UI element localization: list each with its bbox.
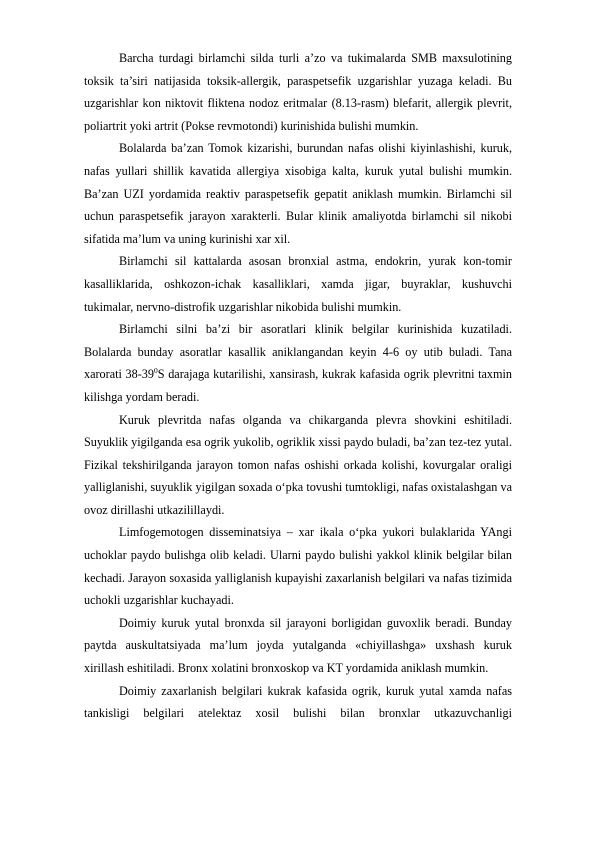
- paragraph-1: Barcha turdagi birlamchi silda turli a’zo va tukimalarda SMB maxsulotining toksik ta’siri natijasida toksik-allergik, paraspetsefik uzgarishlar yuzaga keladi. Bu uzgarishlar kon niktovit fliktena nodoz eritmalar (8.13-rasm) blefarit, allergik plevrit, poliartrit yoki artrit (Pokse revmotondi) kurinishida bulishi mumkin.: [84, 51, 512, 133]
- degree-superscript: 0: [154, 366, 158, 376]
- paragraph-6: Limfogemotogen disseminatsiya – xar ikala o‘pka yukori bulaklarida YAngi uchoklar paydo bulishga olib keladi. Ularni paydo bulishi yakkol klinik belgilar bilan kechadi. Jarayon soxasida yalliglanish kupayishi zaxarlanish belgilari va nafas tizimida uchokli uzgarishlar kuchayadi.: [84, 525, 512, 608]
- paragraph-2: Bolalarda ba’zan Tomok kizarishi, burundan nafas olishi kiyinlashishi, kuruk, nafas yullari shillik kavatida allergiya xisobiga kalta, kuruk yutal bulishi mumkin. Ba’zan UZI yordamida reaktiv paraspetsefik gepatit aniklash mumkin. Birlamchi sil uchun paraspetsefik jarayon xarakterli. Bular klinik amaliyotda birlamchi sil nikobi sifatida ma’lum va uning kurinishi xar xil.: [84, 141, 512, 246]
- paragraph-4-text-before: Birlamchi silni ba’zi bir asoratlari klinik belgilar kurinishida kuzatiladi. Bolalarda bunday asoratlar kasallik aniklangandan keyin 4-6 oy utib buladi. Tana xarorati 38-39: [84, 322, 512, 382]
- paragraph-8: Doimiy zaxarlanish belgilari kukrak kafasida ogrik, kuruk yutal xamda nafas tankisligi belgilari atelektaz xosil bulishi bilan bronxlar utkazuvchanligi: [84, 683, 512, 721]
- paragraph-4-text-after: S darajaga kutarilishi, xansirash, kukrak kafasida ogrik plevritni taxmin kilishga yordam beradi.: [84, 367, 512, 404]
- paragraph-3: Birlamchi sil kattalarda asosan bronxial astma, endokrin, yurak kon-tomir kasalliklarida, oshkozon-ichak kasalliklari, xamda jigar, buyraklar, kushuvchi tukimalar, nervno-distrofik uzgarishlar nikobida bulishi mumkin.: [84, 254, 512, 314]
- paragraph-5: Kuruk plevritda nafas olganda va chikarganda plevra shovkini eshitiladi. Suyuklik yigilganda esa ogrik yukolib, ogriklik xissi paydo buladi, ba’zan tez-tez yutal. Fizikal tekshirilganda jarayon tomon nafas oshishi orkada kolishi, kovurgalar oraligi yalliglanishi, suyuklik yigilgan soxada o‘pka tovushi tumtokligi, nafas oxistalashgan va ovoz dirillashi utkazilillaydi.: [84, 412, 512, 517]
- paragraph-7: Doimiy kuruk yutal bronxda sil jarayoni borligidan guvoxlik beradi. Bunday paytda auskultatsiyada ma’lum joyda yutalganda «chiyillashga» uxshash kuruk xirillash eshitiladi. Bronx xolatini bronxoskop va KT yordamida aniklash mumkin.: [84, 615, 512, 676]
- paragraph-4: [84, 318, 512, 408]
- body-text: [84, 47, 512, 725]
